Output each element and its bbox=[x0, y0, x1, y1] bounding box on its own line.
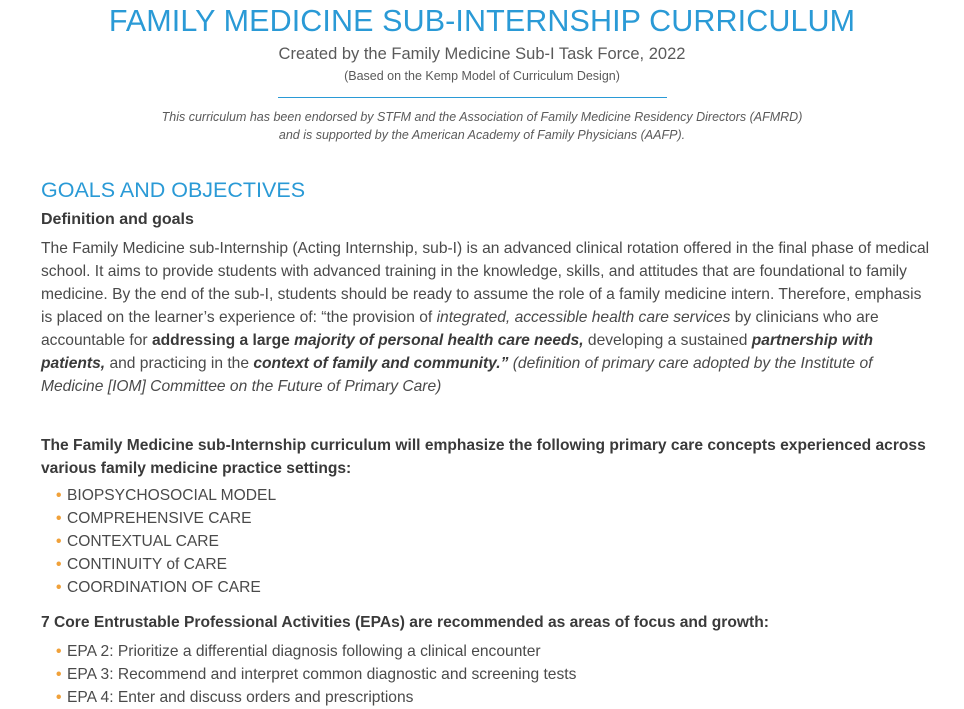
epa-label: EPA 2: Prioritize a differential diagnosis following a clinical encounter bbox=[67, 643, 541, 660]
section-heading-goals: GOALS AND OBJECTIVES bbox=[41, 178, 306, 202]
paragraph-bold-italic-text: majority of personal health care needs, bbox=[294, 332, 584, 349]
definition-paragraph bbox=[41, 237, 936, 398]
list-item bbox=[56, 553, 276, 576]
paragraph-text: and practicing in the bbox=[105, 355, 254, 372]
bullet-icon: • bbox=[56, 533, 62, 550]
header-divider bbox=[278, 97, 667, 98]
list-item bbox=[56, 663, 576, 686]
epa-label: EPA 3: Recommend and interpret common diagnostic and screening tests bbox=[67, 666, 577, 683]
epa-intro: 7 Core Entrustable Professional Activities (EPAs) are recommended as areas of focus and growth: bbox=[41, 614, 769, 631]
endorsement-line-1: This curriculum has been endorsed by STFM and the Association of Family Medicine Residency Directors (AFMRD) bbox=[161, 110, 803, 124]
concept-label: CONTEXTUAL CARE bbox=[67, 533, 219, 550]
document-subtitle: Created by the Family Medicine Sub-I Task Force, 2022 bbox=[278, 45, 686, 63]
list-item bbox=[56, 484, 276, 507]
concept-label: COORDINATION OF CARE bbox=[67, 579, 261, 596]
bullet-icon: • bbox=[56, 487, 62, 504]
endorsement-line-2: and is supported by the American Academy of Family Physicians (AAFP). bbox=[278, 128, 686, 142]
concept-label: COMPREHENSIVE CARE bbox=[67, 510, 252, 527]
bullet-icon: • bbox=[56, 579, 62, 596]
paragraph-text: developing a sustained bbox=[583, 332, 752, 349]
epa-label: EPA 4: Enter and discuss orders and prescriptions bbox=[67, 689, 414, 706]
bullet-icon: • bbox=[56, 643, 62, 660]
paragraph-italic-text: (definition of primary care adopted by the Institute of Medicine [IOM] Committee on the Future of Primary Care) bbox=[41, 355, 873, 395]
list-item bbox=[56, 640, 576, 663]
subheading-definition: Definition and goals bbox=[41, 211, 194, 228]
paragraph-text: The Family Medicine sub-Internship (Acting Internship, sub-I) is an advanced clinical rotation offered in the final phase of medical school. It aims to provide students with advanced training in the knowledge, skills, and attitudes that are foundational to family medicine. By the end of the sub-I, students should be ready to assume the role of a family medicine intern. Therefore, emphasis is placed on the learner’s experience of: “the provision of bbox=[41, 240, 930, 326]
concept-label: BIOPSYCHOSOCIAL MODEL bbox=[67, 487, 277, 504]
concept-list bbox=[56, 484, 276, 599]
bullet-icon: • bbox=[56, 689, 62, 706]
list-item bbox=[56, 507, 276, 530]
paragraph-text: by clinicians who are accountable for bbox=[41, 309, 879, 349]
concepts-intro: The Family Medicine sub-Internship curriculum will emphasize the following primary care concepts experienced across various family medicine practice settings: bbox=[41, 437, 926, 477]
list-item bbox=[56, 576, 276, 599]
epa-list bbox=[56, 640, 576, 709]
bullet-icon: • bbox=[56, 666, 62, 683]
paragraph-bold-italic-text: context of family and community.” bbox=[253, 355, 509, 372]
list-item bbox=[56, 530, 276, 553]
document-title: FAMILY MEDICINE SUB-INTERNSHIP CURRICULUM bbox=[108, 4, 856, 38]
concept-label: CONTINUITY of CARE bbox=[67, 556, 228, 573]
bullet-icon: • bbox=[56, 510, 62, 527]
paragraph-italic-text: integrated, accessible health care services bbox=[436, 309, 731, 326]
curriculum-basis-note: (Based on the Kemp Model of Curriculum Design) bbox=[344, 69, 620, 83]
paragraph-bold-italic-text: partnership with patients, bbox=[41, 332, 874, 372]
paragraph-bold-text: addressing a large bbox=[151, 332, 295, 349]
list-item bbox=[56, 686, 576, 709]
bullet-icon: • bbox=[56, 556, 62, 573]
endorsement-note bbox=[0, 108, 964, 144]
